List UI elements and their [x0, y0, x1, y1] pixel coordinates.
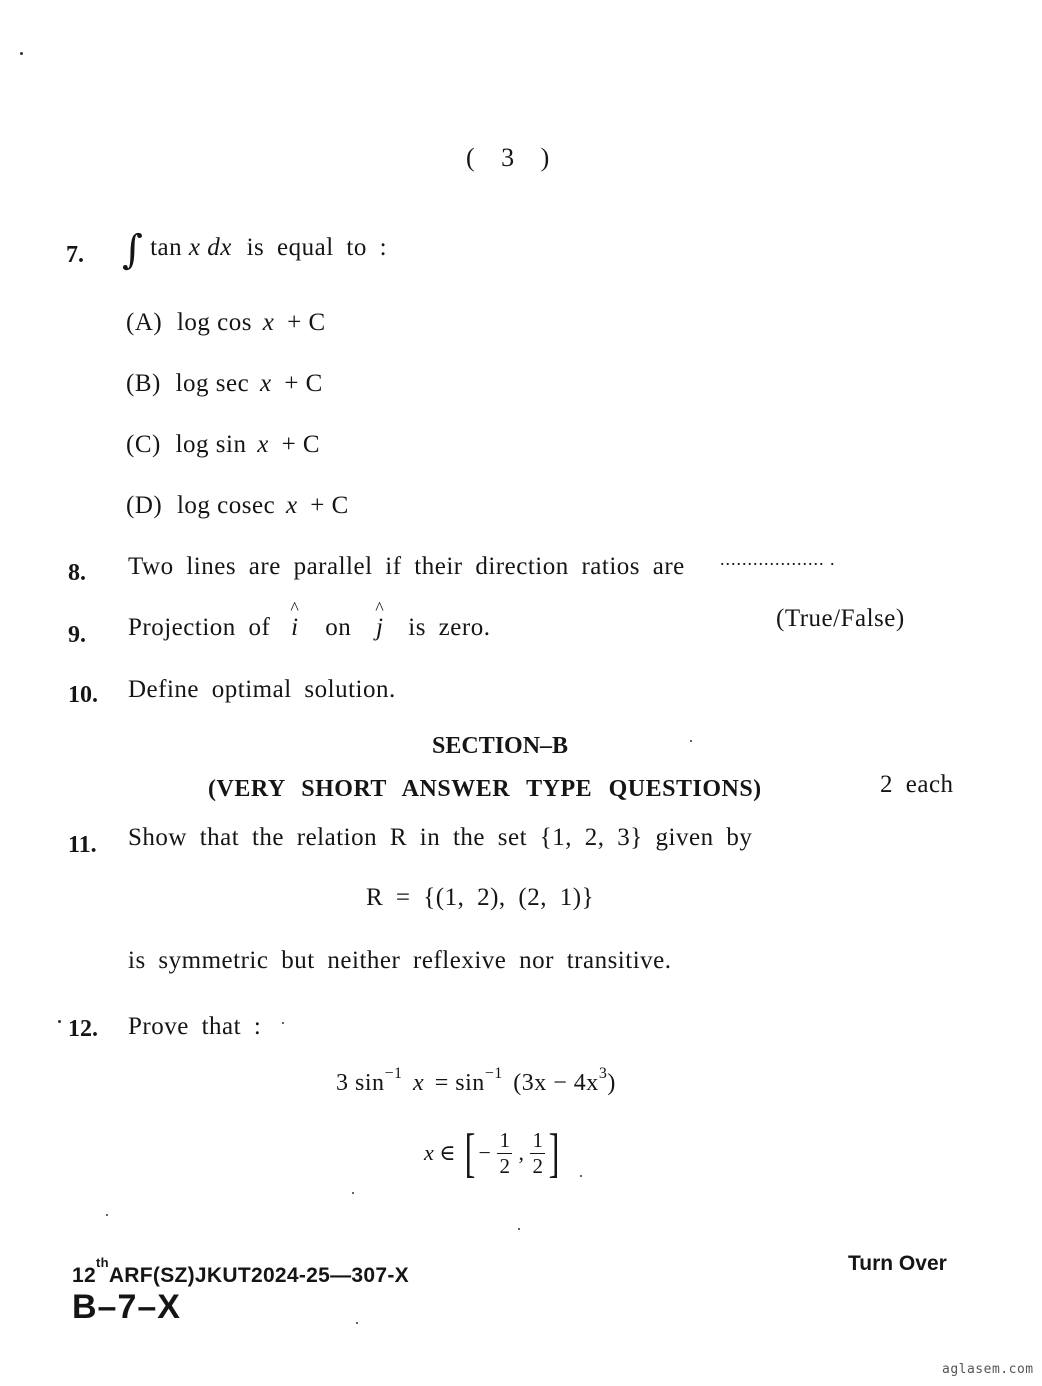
stem-tan: tan: [150, 234, 183, 261]
q9-text-before: Projection of: [128, 614, 271, 641]
relation-definition: R = {(1, 2), (2, 1)}: [366, 884, 595, 911]
eq-rhs-close: ): [607, 1070, 616, 1096]
option-variable: x: [257, 431, 269, 458]
right-bracket: ]: [549, 1123, 560, 1183]
question-number: 10.: [68, 682, 98, 708]
question-11-text: Show that the relation R in the set {1, 2, 3} given by: [128, 824, 753, 851]
option-label: (A): [126, 309, 163, 336]
word-on: on: [325, 614, 352, 641]
option-b: [126, 370, 323, 398]
domain-var: x ∈: [424, 1140, 456, 1165]
question-12-text: Prove that :: [128, 1013, 262, 1040]
question-9-text: [128, 598, 491, 642]
stem-x: x: [188, 234, 201, 261]
domain-comma: ,: [518, 1140, 524, 1165]
numerator: 1: [532, 1127, 543, 1152]
page-number: ( 3 ): [466, 143, 560, 172]
option-function: log cosec: [176, 492, 276, 519]
scan-speck: [690, 740, 692, 742]
option-function: log cos: [176, 309, 252, 336]
watermark-text: aglasem.com: [942, 1362, 1034, 1377]
vector-i-letter: i: [291, 614, 299, 641]
scan-speck: [58, 1020, 61, 1023]
option-variable: x: [259, 370, 272, 397]
option-constant: + C: [310, 492, 349, 519]
scan-speck: [518, 1228, 520, 1230]
question-number: 11.: [68, 832, 97, 858]
denominator: 2: [532, 1153, 543, 1178]
eq-lhs-coef: 3 sin: [336, 1070, 385, 1096]
option-a: [126, 309, 326, 337]
fraction-lower: [497, 1127, 512, 1178]
option-constant: + C: [287, 309, 326, 336]
question-number: 7.: [66, 242, 84, 268]
question-11-conclusion: is symmetric but neither reflexive nor transitive.: [128, 947, 672, 974]
marks-each: 2 each: [880, 771, 954, 798]
paper-code: [72, 1255, 409, 1288]
hat-symbol: ^: [290, 598, 300, 618]
section-title: SECTION–B: [432, 733, 569, 759]
trig-identity-equation: [336, 1065, 616, 1097]
option-label: (B): [126, 370, 161, 397]
left-bracket: [: [464, 1123, 476, 1183]
integral-symbol: ∫: [122, 227, 144, 273]
option-label: (D): [126, 492, 163, 519]
fill-blank: ................... .: [720, 549, 836, 569]
stem-rest: is equal to :: [246, 234, 388, 261]
question-10-text: Define optimal solution.: [128, 676, 396, 703]
code-superscript: th: [95, 1255, 109, 1270]
scan-speck: [356, 1322, 358, 1324]
option-d: [126, 492, 349, 520]
inverse-exponent: −1: [384, 1065, 403, 1082]
scan-speck: [282, 1022, 284, 1024]
option-variable: x: [285, 492, 298, 519]
option-variable: x: [262, 309, 275, 336]
hat-symbol: ^: [375, 598, 385, 618]
answer-type: (True/False): [776, 605, 905, 632]
domain-expression: [424, 1123, 563, 1183]
scan-speck: [352, 1192, 354, 1194]
fraction-upper: [530, 1127, 545, 1178]
unit-vector-i: [290, 598, 300, 642]
q9-text-after: is zero.: [408, 614, 491, 641]
scan-speck: [580, 1175, 582, 1177]
turn-over-note: Turn Over: [848, 1252, 947, 1275]
numerator: 1: [499, 1127, 510, 1152]
question-number: 9.: [68, 622, 86, 648]
option-constant: + C: [281, 431, 321, 458]
section-subtitle: (VERY SHORT ANSWER TYPE QUESTIONS): [208, 776, 762, 802]
inverse-exponent: −1: [484, 1065, 503, 1082]
domain-minus: −: [478, 1140, 491, 1165]
eq-rhs-open: (3x − 4x: [513, 1070, 599, 1096]
scan-speck: [20, 52, 23, 55]
vector-j-letter: j: [376, 614, 384, 641]
series-code: B–7–X: [72, 1288, 181, 1326]
option-label: (C): [126, 431, 161, 458]
unit-vector-j: [375, 598, 385, 642]
question-7-stem: [122, 227, 388, 273]
stem-dx: dx: [207, 234, 232, 261]
option-function: log sin: [175, 431, 247, 458]
question-number: 12.: [68, 1016, 98, 1042]
code-prefix: 12: [72, 1264, 96, 1287]
question-number: 8.: [68, 560, 86, 586]
cube-exponent: 3: [598, 1065, 608, 1082]
question-8-text: Two lines are parallel if their direction ratios are: [128, 553, 685, 580]
option-constant: + C: [284, 370, 323, 397]
eq-lhs-var: x: [413, 1070, 425, 1096]
code-rest: ARF(SZ)JKUT2024-25—307-X: [108, 1264, 409, 1287]
eq-equals-sin: = sin: [434, 1070, 485, 1096]
scan-speck: [106, 1214, 108, 1216]
option-c: [126, 431, 320, 459]
option-function: log sec: [175, 370, 250, 397]
denominator: 2: [499, 1153, 510, 1178]
